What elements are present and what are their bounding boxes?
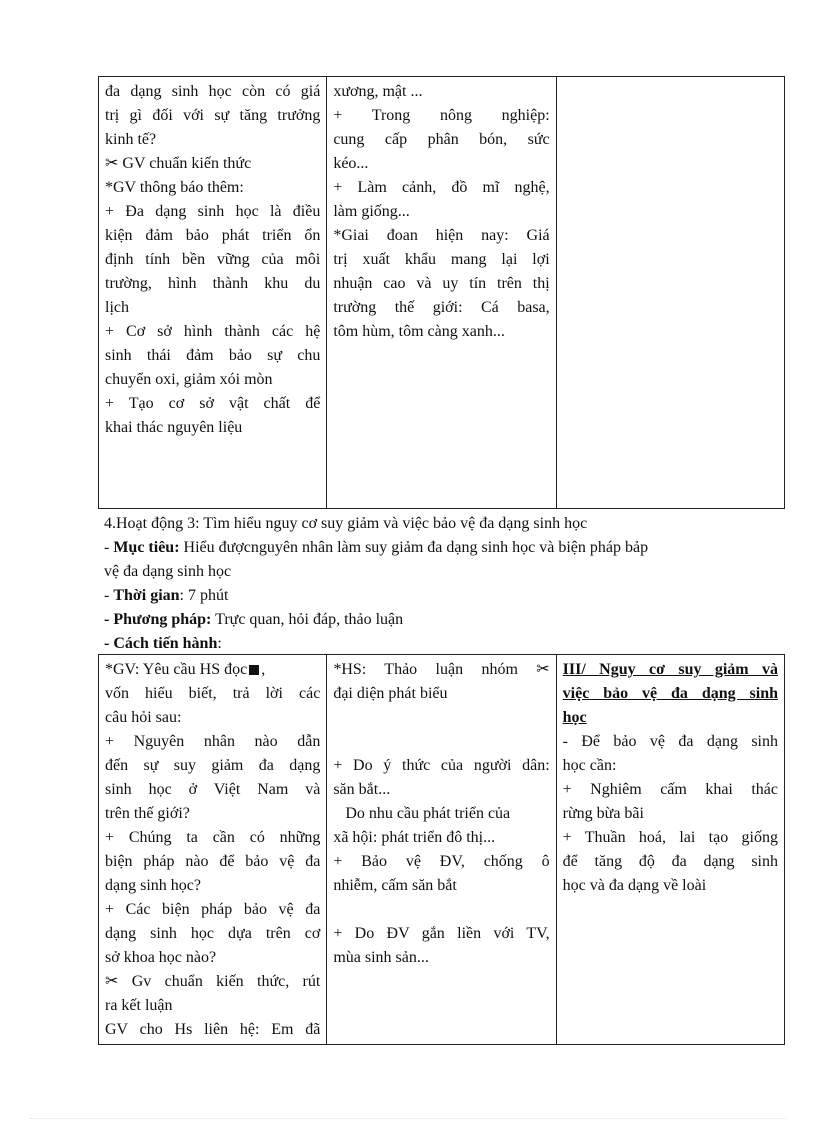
dash: - xyxy=(104,635,114,652)
text-line: trường thế giới: Cá basa, xyxy=(333,299,550,316)
objective-text: Hiểu đượcnguyên nhân làm suy giảm đa dạng sinh học và biện pháp bảp xyxy=(179,539,649,556)
student-activity-cell xyxy=(327,655,556,1045)
text-line: học và đa dạng về loài xyxy=(562,877,707,894)
procedure-label: Cách tiến hành xyxy=(113,635,218,652)
text-line: + Chúng ta cần có những xyxy=(105,829,321,846)
text-line: chuyển oxi, giảm xói mòn xyxy=(105,371,273,388)
text-fragment: *GV: Yêu cầu HS đọc xyxy=(105,661,248,678)
text-line: - Để bảo vệ đa dạng sinh xyxy=(562,733,778,750)
text-line: GV cho Hs liên hệ: Em đã xyxy=(105,1021,321,1038)
content-cell xyxy=(556,655,784,1045)
text-line: sở khoa học nào? xyxy=(105,949,217,966)
text-line: rừng bừa bãi xyxy=(562,805,644,822)
text-line: kiện đảm bảo phát triển ổn xyxy=(105,227,321,244)
text-fragment: , xyxy=(261,661,266,678)
text-line: đại diện phát biểu xyxy=(333,685,448,702)
text-line: kéo... xyxy=(333,155,369,172)
text-line: + Đa dạng sinh học là điều xyxy=(105,203,321,220)
text-line: định tính bền vững của môi xyxy=(105,251,321,268)
dash: - xyxy=(104,587,114,604)
text-line: + Bảo vệ ĐV, chống ô xyxy=(333,853,550,870)
text-line: học cần: xyxy=(562,757,617,774)
student-activity-cell xyxy=(327,77,556,509)
text-line: biện pháp nào để bảo vệ đa xyxy=(105,853,321,870)
text-line: dạng sinh học dựa trên cơ xyxy=(105,925,321,942)
text-line: xương, mật ... xyxy=(333,83,423,100)
text-line: để tăng độ đa dạng sinh xyxy=(562,853,778,870)
text-line: + Nghiêm cấm khai thác xyxy=(562,781,778,798)
text-line: trên thế giới? xyxy=(105,805,190,822)
text-line: Do nhu cầu phát triển của xyxy=(333,805,511,822)
activity-heading: 4.Hoạt động 3: Tìm hiểu nguy cơ suy giảm và việc bảo vệ đa dạng sinh học xyxy=(104,515,588,532)
text-line: làm giống... xyxy=(333,203,410,220)
text-line: trị gì đối với sự tăng trưởng xyxy=(105,107,321,124)
text-line: + Tạo cơ sở vật chất để xyxy=(105,395,321,412)
text-line: + Các biện pháp bảo vệ đa xyxy=(105,901,321,918)
objective-line xyxy=(104,536,784,560)
text-line: trị xuất khẩu mang lại lợi xyxy=(333,251,550,268)
text-line: + Cơ sở hình thành các hệ xyxy=(105,323,321,340)
method-value: Trực quan, hỏi đáp, thảo luận xyxy=(211,611,404,628)
time-value: : 7 phút xyxy=(179,587,229,604)
teacher-activity-cell xyxy=(99,655,327,1045)
text-line: khai thác nguyên liệu xyxy=(105,419,243,436)
activity-section xyxy=(104,512,784,656)
procedure-line xyxy=(104,632,784,656)
method-line xyxy=(104,608,784,632)
text-line: + Do ý thức của người dân: xyxy=(333,757,550,774)
text-line: + Làm cảnh, đồ mĩ nghệ, xyxy=(333,179,550,196)
text-line: trường, hình thành khu du xyxy=(105,275,321,292)
dash: - xyxy=(104,539,114,556)
text-line: sinh học ở Việt Nam và xyxy=(105,781,321,798)
table-row xyxy=(99,655,785,1045)
text-line: mùa sinh sản... xyxy=(333,949,429,966)
square-bullet-icon xyxy=(249,665,259,675)
text-line: câu hỏi sau: xyxy=(105,709,182,726)
text-line: *HS: Thảo luận nhóm ✂ xyxy=(333,661,550,678)
text-line: nhiễm, cấm săn bắt xyxy=(333,877,457,894)
text-line: + Nguyên nhân nào dẫn xyxy=(105,733,321,750)
text-line: + Trong nông nghiệp: xyxy=(333,107,550,124)
text-line: + Thuần hoá, lai tạo giống xyxy=(562,829,778,846)
text-line: sinh thái đảm bảo sự chu xyxy=(105,347,321,364)
section-title: III/ Nguy cơ suy giảm và xyxy=(562,661,778,678)
text-line: *GV thông báo thêm: xyxy=(105,179,244,196)
text-line: đa dạng sinh học còn có giá xyxy=(105,83,321,100)
text-line: ra kết luận xyxy=(105,997,173,1014)
lesson-table-activity-3 xyxy=(98,654,785,1045)
content-cell xyxy=(556,77,784,509)
text-line: cung cấp phân bón, sức xyxy=(333,131,550,148)
text-line: lịch xyxy=(105,299,129,316)
section-title: việc bảo vệ đa dạng sinh xyxy=(562,685,778,702)
time-line xyxy=(104,584,784,608)
text-line xyxy=(333,730,549,754)
text-line: *Giai đoan hiện nay: Giá xyxy=(333,227,550,244)
table-row xyxy=(99,77,785,509)
text-line: vốn hiểu biết, trả lời các xyxy=(105,685,321,702)
text-line: đến sự suy giảm đa dạng xyxy=(105,757,321,774)
dash: - xyxy=(104,611,114,628)
text-line: ✂ Gv chuẩn kiến thức, rút xyxy=(105,973,321,990)
page-bottom-divider xyxy=(30,1118,786,1119)
text-line xyxy=(105,658,320,682)
text-line: ✂ GV chuẩn kiến thức xyxy=(105,155,252,172)
method-label: Phương pháp: xyxy=(113,611,212,628)
text-line: kinh tế? xyxy=(105,131,157,148)
text-line: săn bắt... xyxy=(333,781,391,798)
time-label: Thời gian xyxy=(113,587,180,604)
procedure-suffix: : xyxy=(217,635,222,652)
lesson-table-continued xyxy=(98,76,785,509)
text-line xyxy=(333,706,549,730)
teacher-activity-cell xyxy=(99,77,327,509)
text-line: nhuận cao và uy tín trên thị xyxy=(333,275,550,292)
text-line: + Do ĐV gắn liền với TV, xyxy=(333,925,550,942)
section-title: học xyxy=(562,709,587,726)
text-line: dạng sinh học? xyxy=(105,877,201,894)
objective-line-2: vệ đa dạng sinh học xyxy=(104,563,232,580)
text-line: xã hội: phát triển đô thị... xyxy=(333,829,496,846)
objective-label: Mục tiêu: xyxy=(113,539,180,556)
text-line xyxy=(333,898,549,922)
text-line: tôm hùm, tôm càng xanh... xyxy=(333,323,505,340)
